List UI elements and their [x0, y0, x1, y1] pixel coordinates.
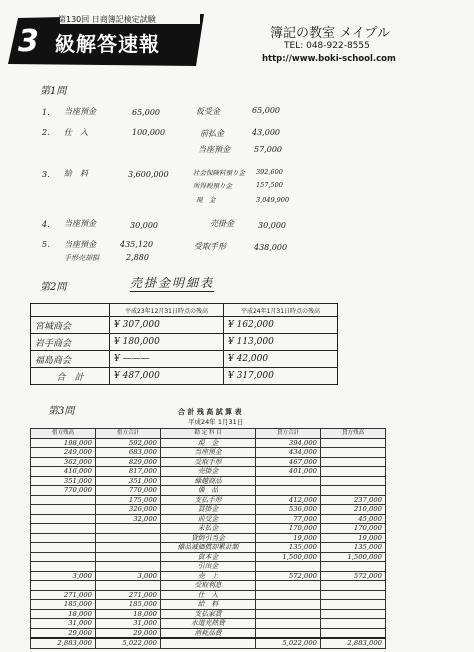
account-name: 支払手形 — [161, 495, 256, 505]
amount-cell: 434,000 — [256, 448, 321, 458]
amount-cell — [96, 581, 161, 591]
account-name: 繰越商品 — [161, 476, 256, 486]
table-row — [31, 476, 386, 486]
balance-cell: ¥ 113,000 — [224, 334, 338, 351]
amount-cell: 185,000 — [31, 600, 96, 610]
table-header-cell: 平成23年12月31日時点の残高 — [110, 304, 224, 317]
table-row — [31, 581, 386, 591]
amount-cell: 3,000 — [96, 571, 161, 581]
q1-credit-account: 仮受金 — [196, 107, 220, 116]
customer-name: 岩手商会 — [31, 334, 110, 351]
amount-cell — [31, 562, 96, 572]
table-header-cell: 平成24年1月31日時点の残高 — [224, 304, 338, 317]
amount-cell: 210,000 — [321, 505, 386, 515]
q1-credit-account: 受取手形 — [194, 242, 226, 251]
table-row — [31, 514, 386, 524]
table-header-cell: 貸方合計 — [256, 429, 321, 439]
q1-credit-amount: 30,000 — [258, 221, 286, 230]
amount-cell — [321, 609, 386, 619]
table-row — [31, 448, 386, 458]
account-name: 売掛金 — [161, 467, 256, 477]
table-row — [31, 628, 386, 638]
q2-heading: 第2問 — [40, 282, 67, 293]
badge-title: 級解答速報 — [55, 32, 160, 56]
amount-cell: 135,000 — [321, 543, 386, 553]
amount-cell: 31,000 — [31, 619, 96, 629]
table-row — [31, 543, 386, 553]
amount-cell — [321, 486, 386, 496]
amount-cell — [256, 600, 321, 610]
q1-credit-account: 売掛金 — [210, 219, 234, 228]
amount-cell: 32,000 — [96, 514, 161, 524]
amount-cell: 19,000 — [321, 533, 386, 543]
school-name: 簿記の教室 メイプル — [270, 26, 390, 41]
customer-name: 福島商会 — [31, 351, 110, 368]
amount-cell — [31, 543, 96, 553]
q1-credit-amount: 157,500 — [256, 181, 283, 189]
amount-cell: 351,000 — [96, 476, 161, 486]
account-name: 支払家賃 — [161, 609, 256, 619]
amount-cell — [256, 590, 321, 600]
amount-cell — [256, 486, 321, 496]
total-cell: 5,022,000 — [96, 638, 161, 648]
q1-credit-account: 前払金 — [200, 129, 224, 138]
table-row — [31, 486, 386, 496]
amount-cell — [96, 524, 161, 534]
total-cell: ¥ 487,000 — [110, 368, 224, 385]
account-name: 貸倒引当金 — [161, 533, 256, 543]
q1-credit-amount: 392,600 — [256, 168, 283, 176]
amount-cell: 170,000 — [256, 524, 321, 534]
amount-cell — [256, 476, 321, 486]
table-header-row — [31, 304, 338, 317]
table-row — [31, 351, 338, 368]
q1-entry-no: 1. — [42, 108, 50, 117]
q1-credit-account: 社会保険料預り金 — [193, 169, 245, 177]
amount-cell: 817,000 — [96, 467, 161, 477]
school-url: http://www.boki-school.com — [262, 54, 396, 64]
balance-cell: ¥ 180,000 — [110, 334, 224, 351]
trial-balance-body — [31, 438, 386, 638]
amount-cell: 362,000 — [31, 457, 96, 467]
balance-cell: ¥ 307,000 — [110, 317, 224, 334]
q1-credit-amount: 3,049,900 — [256, 196, 290, 204]
amount-cell — [96, 543, 161, 553]
amount-cell: 536,000 — [256, 505, 321, 515]
amount-cell — [321, 438, 386, 448]
amount-cell — [321, 467, 386, 477]
account-name: 未払金 — [161, 524, 256, 534]
q1-debit-amount: 435,120 — [120, 240, 154, 249]
amount-cell: 412,000 — [256, 495, 321, 505]
q1-debit-account: 給 料 — [64, 169, 88, 178]
amount-cell: 326,000 — [96, 505, 161, 515]
amount-cell: 829,000 — [96, 457, 161, 467]
account-name: 水道光熱費 — [161, 619, 256, 629]
total-cell: 2,883,000 — [321, 638, 386, 648]
trial-balance-table — [30, 428, 386, 649]
amount-cell — [321, 600, 386, 610]
balance-cell: ¥ ——— — [110, 351, 224, 368]
q1-entry-no: 5. — [42, 240, 50, 249]
amount-cell: 170,000 — [321, 524, 386, 534]
q1-entry-no: 2. — [42, 128, 50, 137]
q3-date: 平成24年 1月31日 — [188, 418, 244, 426]
q1-entry-no: 4. — [42, 220, 50, 229]
table-row — [31, 524, 386, 534]
amount-cell — [321, 619, 386, 629]
amount-cell — [256, 628, 321, 638]
q1-heading: 第1問 — [40, 86, 67, 97]
q1-debit-account: 当座預金 — [64, 219, 96, 228]
q1-debit-amount: 2,880 — [126, 253, 149, 262]
amount-cell — [321, 581, 386, 591]
amount-cell: 45,000 — [321, 514, 386, 524]
amount-cell: 18,000 — [31, 609, 96, 619]
table-header-row — [31, 429, 386, 439]
table-row — [31, 467, 386, 477]
table-row — [31, 438, 386, 448]
amount-cell: 770,000 — [31, 486, 96, 496]
total-cell: 2,883,000 — [31, 638, 96, 648]
amount-cell — [321, 562, 386, 572]
account-name: 引出金 — [161, 562, 256, 572]
total-label: 合 計 — [31, 368, 110, 385]
account-name: 売 上 — [161, 571, 256, 581]
balance-cell: ¥ 162,000 — [224, 317, 338, 334]
table-row — [31, 600, 386, 610]
table-header-cell: 貸方残高 — [321, 429, 386, 439]
amount-cell — [96, 552, 161, 562]
amount-cell — [96, 533, 161, 543]
amount-cell — [31, 533, 96, 543]
q1-credit-amount: 65,000 — [252, 106, 280, 115]
table-row — [31, 552, 386, 562]
amount-cell: 572,000 — [321, 571, 386, 581]
amount-cell: 29,000 — [31, 628, 96, 638]
table-row — [31, 505, 386, 515]
q1-debit-amount: 3,600,000 — [128, 170, 169, 179]
amount-cell: 3,000 — [31, 571, 96, 581]
q3-title: 合 計 残 高 試 算 表 — [178, 408, 242, 416]
amount-cell: 31,000 — [96, 619, 161, 629]
q1-debit-account: 仕 入 — [64, 128, 88, 137]
q1-debit-account: 当座預金 — [64, 240, 96, 249]
school-tel: TEL: 048-922-8555 — [284, 41, 370, 51]
amount-cell: 394,000 — [256, 438, 321, 448]
amount-cell: 683,000 — [96, 448, 161, 458]
amount-cell — [321, 476, 386, 486]
balance-cell: ¥ 42,000 — [224, 351, 338, 368]
table-row — [31, 562, 386, 572]
amount-cell: 77,000 — [256, 514, 321, 524]
amount-cell: 185,000 — [96, 600, 161, 610]
total-cell — [161, 638, 256, 648]
badge-subtitle: 第130回 日商簿記検定試験 — [58, 15, 156, 24]
amount-cell: 29,000 — [96, 628, 161, 638]
amount-cell — [96, 562, 161, 572]
account-name: 備 品 — [161, 486, 256, 496]
table-row — [31, 590, 386, 600]
amount-cell — [256, 609, 321, 619]
amount-cell — [321, 448, 386, 458]
account-name: 仕 入 — [161, 590, 256, 600]
account-name: 現 金 — [161, 438, 256, 448]
table-total-row — [31, 368, 338, 385]
amount-cell: 351,000 — [31, 476, 96, 486]
table-row — [31, 571, 386, 581]
q1-credit-account: 当座預金 — [198, 145, 230, 154]
q1-credit-amount: 438,000 — [254, 243, 288, 252]
table-row — [31, 317, 338, 334]
amount-cell: 271,000 — [31, 590, 96, 600]
q1-credit-account: 所得税預り金 — [193, 182, 232, 190]
table-row — [31, 495, 386, 505]
amount-cell: 249,000 — [31, 448, 96, 458]
q2-title: 売掛金明細表 — [130, 276, 215, 290]
amount-cell — [321, 628, 386, 638]
amount-cell: 1,500,000 — [321, 552, 386, 562]
amount-cell: 18,000 — [96, 609, 161, 619]
amount-cell — [31, 524, 96, 534]
table-row — [31, 457, 386, 467]
amount-cell — [256, 562, 321, 572]
q1-debit-amount: 65,000 — [132, 108, 160, 117]
receivables-ledger-table — [30, 303, 338, 385]
table-row — [31, 609, 386, 619]
account-name: 受取手形 — [161, 457, 256, 467]
badge-grade-number: 3 — [18, 24, 39, 59]
account-name: 受取利息 — [161, 581, 256, 591]
q1-debit-account: 手形売却損 — [64, 254, 99, 262]
total-cell: 5,022,000 — [256, 638, 321, 648]
q3-heading: 第3問 — [48, 406, 75, 417]
amount-cell — [321, 457, 386, 467]
amount-cell — [256, 619, 321, 629]
amount-cell: 135,000 — [256, 543, 321, 553]
table-header-cell: 借方合計 — [96, 429, 161, 439]
account-name: 前受金 — [161, 514, 256, 524]
account-name: 給 料 — [161, 600, 256, 610]
table-row — [31, 619, 386, 629]
amount-cell — [31, 495, 96, 505]
table-header-cell: 勘 定 科 目 — [161, 429, 256, 439]
amount-cell: 572,000 — [256, 571, 321, 581]
amount-cell: 401,000 — [256, 467, 321, 477]
q1-debit-account: 当座預金 — [64, 107, 96, 116]
amount-cell: 175,000 — [96, 495, 161, 505]
amount-cell: 770,000 — [96, 486, 161, 496]
amount-cell — [31, 581, 96, 591]
q1-credit-amount: 57,000 — [254, 145, 282, 154]
table-header-cell — [31, 304, 110, 317]
account-name: 買掛金 — [161, 505, 256, 515]
amount-cell: 467,000 — [256, 457, 321, 467]
q1-debit-amount: 100,000 — [132, 128, 166, 137]
amount-cell: 416,000 — [31, 467, 96, 477]
amount-cell: 271,000 — [96, 590, 161, 600]
amount-cell — [31, 552, 96, 562]
amount-cell — [31, 505, 96, 515]
amount-cell: 198,000 — [31, 438, 96, 448]
table-header-cell: 借方残高 — [31, 429, 96, 439]
table-row — [31, 533, 386, 543]
customer-name: 宮城商会 — [31, 317, 110, 334]
q1-entry-no: 3. — [42, 170, 50, 179]
total-cell: ¥ 317,000 — [224, 368, 338, 385]
account-name: 資本金 — [161, 552, 256, 562]
amount-cell: 19,000 — [256, 533, 321, 543]
amount-cell — [256, 581, 321, 591]
q1-credit-account: 現 金 — [196, 196, 216, 204]
table-total-row — [31, 638, 386, 648]
amount-cell — [31, 514, 96, 524]
account-name: 備品減価償却累計額 — [161, 543, 256, 553]
amount-cell: 1,500,000 — [256, 552, 321, 562]
amount-cell — [321, 590, 386, 600]
account-name: 消耗品費 — [161, 628, 256, 638]
q1-debit-amount: 30,000 — [130, 221, 158, 230]
amount-cell: 237,000 — [321, 495, 386, 505]
amount-cell: 592,000 — [96, 438, 161, 448]
table-row — [31, 334, 338, 351]
account-name: 当座預金 — [161, 448, 256, 458]
q1-credit-amount: 43,000 — [252, 128, 280, 137]
